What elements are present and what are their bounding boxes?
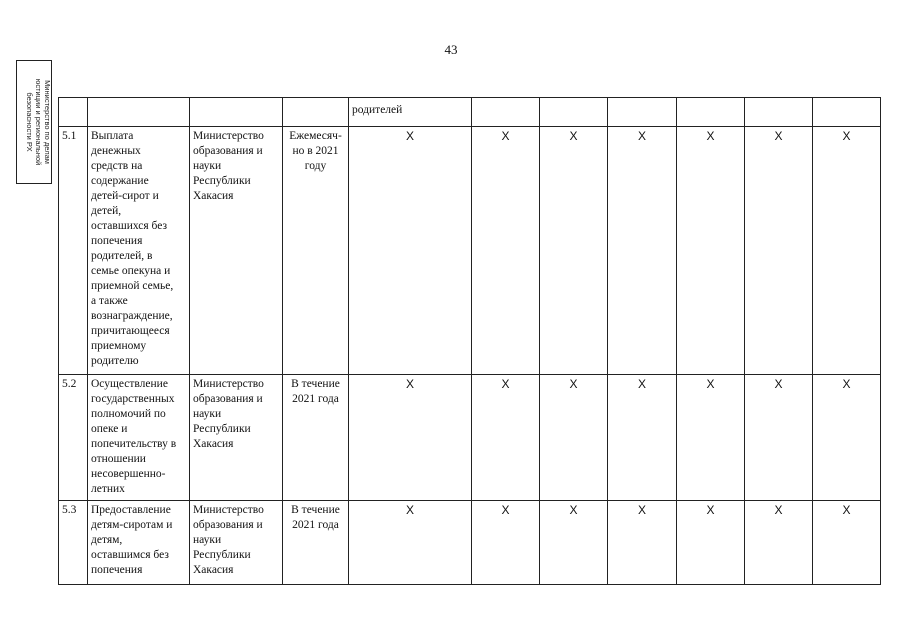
table-row bbox=[59, 127, 881, 375]
row-mark: X bbox=[608, 127, 677, 375]
table-cell bbox=[59, 98, 88, 127]
row-mark: X bbox=[472, 375, 540, 501]
row-mark: X bbox=[813, 501, 881, 585]
row-mark: X bbox=[349, 127, 472, 375]
table-cell bbox=[608, 98, 677, 127]
registration-stamp-text bbox=[20, 62, 52, 182]
row-mark: X bbox=[349, 501, 472, 585]
row-term: Ежемесяч- но в 2021 году bbox=[283, 127, 349, 375]
row-term: В течение 2021 года bbox=[283, 501, 349, 585]
row-number: 5.2 bbox=[59, 375, 88, 501]
table-header-carryover-row bbox=[59, 98, 881, 127]
row-mark: X bbox=[745, 127, 813, 375]
row-mark: X bbox=[540, 375, 608, 501]
table-cell bbox=[745, 98, 813, 127]
measures-table bbox=[58, 97, 881, 585]
row-number: 5.3 bbox=[59, 501, 88, 585]
page-number: 43 bbox=[444, 42, 458, 57]
row-mark: X bbox=[677, 501, 745, 585]
table-cell bbox=[88, 98, 190, 127]
row-mark: X bbox=[472, 501, 540, 585]
row-mark: X bbox=[608, 501, 677, 585]
row-responsible: Министерство образования и науки Республики Хакасия bbox=[190, 501, 283, 585]
table-cell bbox=[190, 98, 283, 127]
row-mark: X bbox=[813, 127, 881, 375]
row-mark: X bbox=[745, 375, 813, 501]
row-term: В течение 2021 года bbox=[283, 375, 349, 501]
table-cell bbox=[677, 98, 745, 127]
stamp-line: Министерство по делам bbox=[43, 80, 52, 164]
row-number: 5.1 bbox=[59, 127, 88, 375]
row-mark: X bbox=[745, 501, 813, 585]
stamp-line: юстиции и региональной bbox=[34, 78, 43, 166]
row-description: Выплата денежных средств на содержание детей-сирот и детей, оставшихся без попечения родителей, в семье опекуна и приемной семье, а также вознаграждение, причитающееся приемному родителю bbox=[88, 127, 190, 375]
row-mark: X bbox=[540, 501, 608, 585]
row-mark: X bbox=[813, 375, 881, 501]
stamp-line: безопасности РХ bbox=[25, 92, 34, 152]
row-mark: X bbox=[540, 127, 608, 375]
row-description: Осуществление государственных полномочий по опеке и попечительству в отношении несовершенно- летних bbox=[88, 375, 190, 501]
row-responsible: Министерство образования и науки Республики Хакасия bbox=[190, 127, 283, 375]
table-cell bbox=[283, 98, 349, 127]
row-mark: X bbox=[608, 375, 677, 501]
row-mark: X bbox=[349, 375, 472, 501]
row-mark: X bbox=[677, 127, 745, 375]
table-row bbox=[59, 375, 881, 501]
table-cell bbox=[813, 98, 881, 127]
row-description: Предоставление детям-сиротам и детям, оставшимся без попечения bbox=[88, 501, 190, 585]
table-cell bbox=[540, 98, 608, 127]
row-mark: X bbox=[472, 127, 540, 375]
carryover-text: родителей bbox=[349, 98, 472, 127]
table-cell bbox=[472, 98, 540, 127]
row-responsible: Министерство образования и науки Республики Хакасия bbox=[190, 375, 283, 501]
table-row bbox=[59, 501, 881, 585]
row-mark: X bbox=[677, 375, 745, 501]
